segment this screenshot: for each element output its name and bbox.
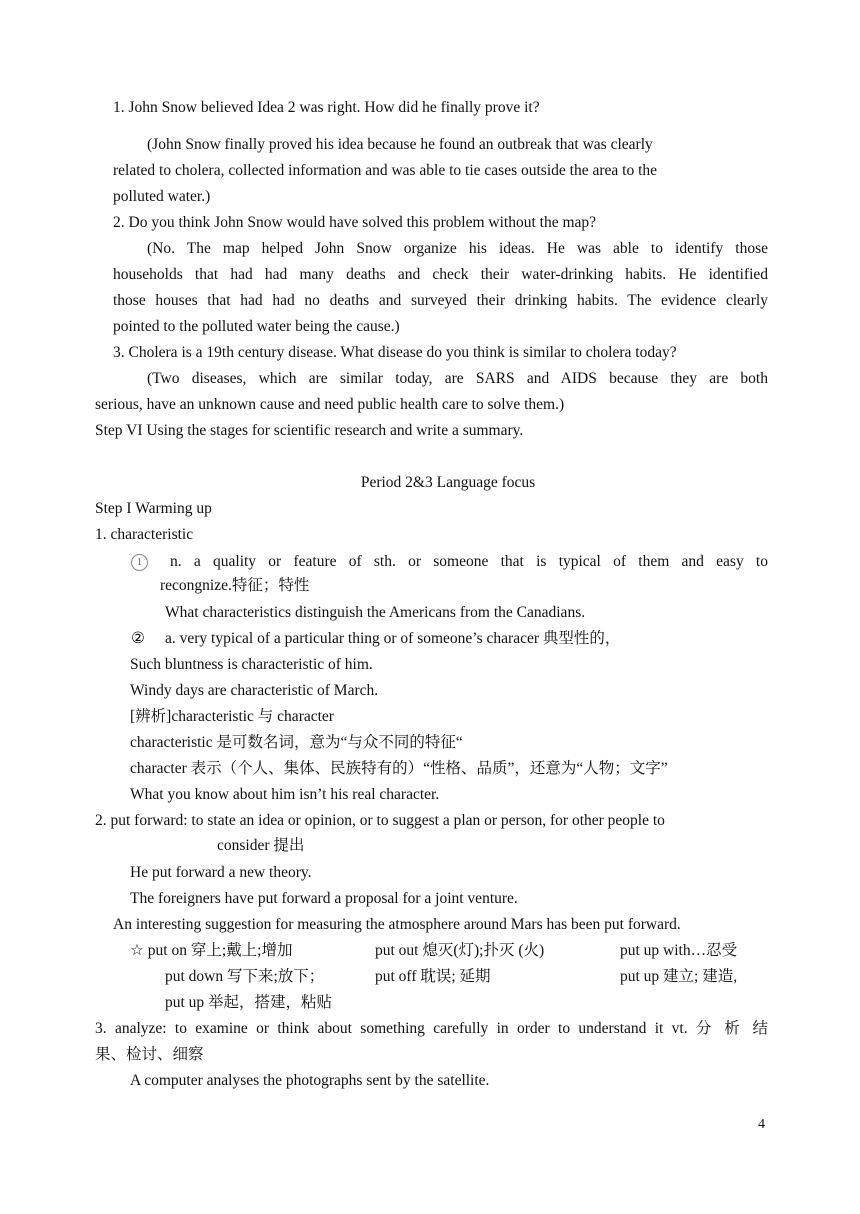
example-sentence: What you know about him isn’t his real character. <box>130 786 440 803</box>
example-sentence: The foreigners have put forward a proposal for a joint venture. <box>130 890 518 907</box>
step-i-heading: Step I Warming up <box>95 500 212 517</box>
word-characteristic: 1. characteristic <box>95 526 194 543</box>
phrase-item: put up 举起，搭建，粘贴 <box>165 994 333 1011</box>
discrimination-note: character 表示（个人、集体、民族特有的）“性格、品质”，还意为“人物；文字” <box>130 760 668 777</box>
discrimination-note: [辨析]characteristic 与 character <box>130 708 334 725</box>
phrase-item: put up with…忍受 <box>620 942 738 959</box>
answer-1-line: polluted water.) <box>113 188 211 205</box>
phrase-item: put up 建立; 建造, <box>620 968 738 985</box>
period-heading: Period 2&3 Language focus <box>360 474 536 491</box>
answer-1-line: (John Snow finally proved his idea because he found an outbreak that was clearly <box>147 136 653 153</box>
example-sentence: What characteristics distinguish the Americans from the Canadians. <box>165 604 586 621</box>
step-vi-heading: Step VI Using the stages for scientific research and write a summary. <box>95 422 524 439</box>
answer-1-line: related to cholera, collected information and was able to tie cases outside the area to the <box>113 162 657 179</box>
answer-2-line: households that had had many deaths and check their water-drinking habits. He identified <box>113 266 768 283</box>
example-sentence: An interesting suggestion for measuring the atmosphere around Mars has been put forward. <box>113 916 681 933</box>
definition-noun: n. a quality or feature of sth. or someone that is typical of them and easy to <box>170 553 768 570</box>
definition-adjective: a. very typical of a particular thing or of someone’s characer 典型性的， <box>165 630 621 647</box>
answer-3-line: serious, have an unknown cause and need public health care to solve them.) <box>95 396 565 413</box>
word-analyze: 3. analyze: to examine or think about something carefully in order to understand it vt. 分 析 结 <box>95 1020 768 1037</box>
example-sentence: A computer analyses the photographs sent by the satellite. <box>130 1072 490 1089</box>
answer-2-line: (No. The map helped John Snow organize his ideas. He was able to identify those <box>147 240 768 257</box>
example-sentence: Such bluntness is characteristic of him. <box>130 656 373 673</box>
phrase-item: put out 熄灭(灯);扑灭 (火) <box>375 942 545 959</box>
answer-2-line: pointed to the polluted water being the cause.) <box>113 318 400 335</box>
phrase-item: ☆ put on 穿上;戴上;增加 <box>130 942 293 959</box>
example-sentence: Windy days are characteristic of March. <box>130 682 379 699</box>
answer-3-line: (Two diseases, which are similar today, are SARS and AIDS because they are both <box>147 370 768 387</box>
word-put-forward: 2. put forward: to state an idea or opinion, or to suggest a plan or person, for other people to <box>95 812 665 829</box>
question-3: 3. Cholera is a 19th century disease. What disease do you think is similar to cholera today? <box>113 344 677 361</box>
question-2: 2. Do you think John Snow would have solved this problem without the map? <box>113 214 597 231</box>
definition-noun: recongnize.特征；特性 <box>160 577 310 594</box>
question-1: 1. John Snow believed Idea 2 was right. How did he finally prove it? <box>113 99 540 116</box>
discrimination-note: characteristic 是可数名词，意为“与众不同的特征“ <box>130 734 463 751</box>
circled-one-marker: 1 <box>131 552 148 572</box>
phrase-item: put down 写下来;放下； <box>165 968 325 985</box>
circled-two-marker: ② <box>131 630 145 647</box>
example-sentence: He put forward a new theory. <box>130 864 312 881</box>
word-analyze: 果、检讨、细察 <box>95 1046 204 1063</box>
phrase-item: put off 耽误; 延期 <box>375 968 491 985</box>
word-put-forward: consider 提出 <box>217 837 305 854</box>
page-number: 4 <box>758 1117 765 1132</box>
answer-2-line: those houses that had had no deaths and surveyed their drinking habits. The evidence clearly <box>113 292 768 309</box>
